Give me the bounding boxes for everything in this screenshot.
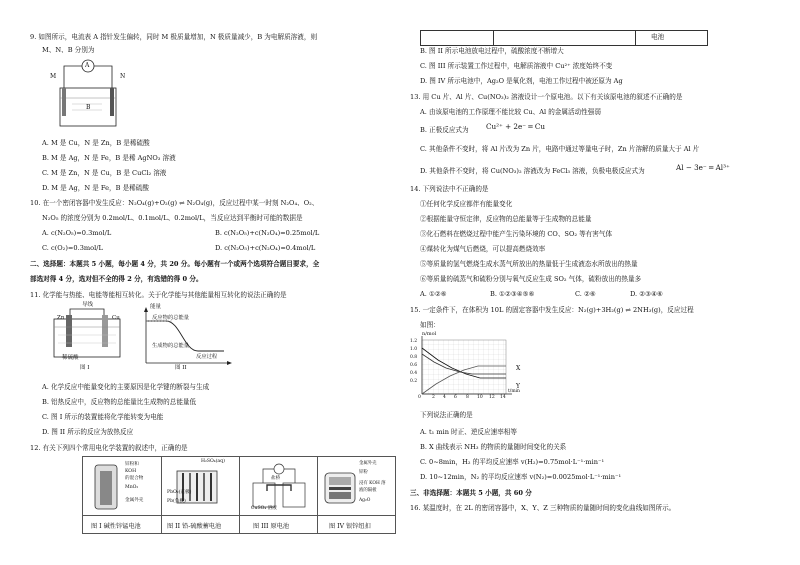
q14-option-a: A. ①②⑥ xyxy=(420,290,447,298)
q11-galvanic-cell-figure xyxy=(48,303,128,361)
q12-col-divider-3 xyxy=(317,457,318,533)
q12-f1-text-2: KOH xyxy=(125,469,137,474)
q12-option-c: C. 图 III 所示装置工作过程中，电解质溶液中 Cu²⁺ 浓度始终不变 xyxy=(420,62,613,70)
q12-f2-text-3: Pb(负极) xyxy=(167,499,186,504)
q15-stem-line2: 如图： xyxy=(420,321,440,329)
q12-f4-text-2: 锌粉 xyxy=(359,470,368,475)
q15-series-y-label: Y xyxy=(516,383,520,390)
q15-xtick-5: 10 xyxy=(477,395,483,400)
q11-zn-label: Zn xyxy=(57,315,65,321)
q15-series-x-label: X xyxy=(516,365,521,372)
q13-stem: 13. 用 Cu 片、Al 片、Cu(NO₃)₂ 溶液设计一个原电池。以下有关该原电池的叙述不正确的是 xyxy=(410,93,683,101)
q15-stem-line3: 下列说法正确的是 xyxy=(420,411,473,419)
q13-option-d: D. 其他条件不变时，将 Cu(NO₃)₂ 溶液改为 FeCl₃ 溶液，负极电极反应式为 xyxy=(420,167,645,175)
q12-option-d: D. 图 IV 所示电池中，Ag₂O 是氧化剂，电池工作过程中被还原为 Ag xyxy=(420,77,623,85)
q13-option-c: C. 其他条件不变时，将 Al 片改为 Zn 片，电路中通过等量电子时，Zn 片溶解的质量大于 Al 片 xyxy=(420,145,700,153)
q9-n-label: N xyxy=(120,73,126,80)
q14-item-1: ①任何化学反应都伴有能量变化 xyxy=(420,200,513,208)
q11-fig2-caption: 图 II xyxy=(175,365,187,371)
q11-energy-axis-label: 能量 xyxy=(150,304,162,310)
q12-f1-text-5: 金属外壳 xyxy=(125,498,144,503)
q15-option-d: D. 10~12min，N₂ 的平均反应速率 v(N₂)=0.0025mol·L⁻¹·min⁻¹ xyxy=(420,473,622,481)
q9-option-c: C. M 是 Zn，N 是 Cu，B 是 CuCl₂ 溶液 xyxy=(42,169,167,177)
q15-option-b: B. X 曲线表示 NH₃ 的物质的量随时间变化的关系 xyxy=(420,443,567,451)
header-divider-2 xyxy=(635,31,636,45)
q11-option-b: B. 铝热反应中，反应物的总能量比生成物的总能量低 xyxy=(42,398,197,406)
q15-ytick-1: 1.2 xyxy=(410,339,418,344)
q14-item-2: ②根据能量守恒定律，反应物的总能量等于生成物的总能量 xyxy=(420,215,592,223)
q14-item-5: ⑤等质量的氢气燃烧生成水蒸气所放出的热量低于生成液态水所放出的热量 xyxy=(420,260,638,268)
q12-f1-text-3: 的混合物 xyxy=(125,476,144,481)
q11-reactant-energy-label: 反应物的总能量 xyxy=(152,315,190,321)
q11-option-d: D. 图 II 所示的反应为放热反应 xyxy=(42,428,134,436)
q15-ytick-4: 0.6 xyxy=(410,363,418,368)
q12-f1-text-4: MnO₂ xyxy=(125,485,139,490)
q16-stem: 16. 某温度时，在 2L 的密闭容器中，X、Y、Z 三种物质的量随时间的变化曲线如图所示。 xyxy=(410,504,676,512)
q9-ammeter-label: A xyxy=(85,62,90,69)
q12-f2-text-2: PbO₂(正极) xyxy=(167,490,192,495)
q11-stem: 11. 化学能与热能、电能等能相互转化。关于化学能与其他能量相互转化的说法正确的是 xyxy=(30,291,287,299)
q10-option-b: B. c(N₂O₅)+c(N₂O₄)=0.25mol/L xyxy=(215,229,320,237)
q15-x-axis-label: t/min xyxy=(508,389,520,394)
q12-galvanic-cell-figure xyxy=(247,463,311,511)
q11-cu-label: Cu xyxy=(112,315,120,321)
q11-fig1-caption: 图 I xyxy=(80,365,90,371)
q14-item-4: ④煤转化为煤气后燃烧，可以提高燃烧效率 xyxy=(420,245,546,253)
q15-origin: 0 xyxy=(418,395,421,400)
q15-option-a: A. t₁ min 时正、逆反应速率相等 xyxy=(420,428,517,436)
q12-f3-text-2: CuSO₄ 溶液 xyxy=(251,506,277,511)
q14-item-3: ③化石燃料在燃烧过程中能产生污染环境的 CO、SO₂ 等有害气体 xyxy=(420,230,613,238)
q15-stem-line1: 15. 一定条件下，在体积为 10L 的固定容器中发生反应：N₂(g)+3H₂(g) ⇌ 2NH₃(g)，反应过程 xyxy=(410,306,694,314)
q15-y-axis-label: n/mol xyxy=(422,331,437,337)
q12-figure-table xyxy=(82,456,396,534)
q15-xtick-7: 14 xyxy=(500,395,506,400)
q15-ytick-5: 0.4 xyxy=(410,371,418,376)
q11-option-c: C. 图 I 所示的装置能将化学能转变为电能 xyxy=(42,413,164,421)
q9-m-label: M xyxy=(50,73,57,80)
section2-line2: 部选对得 4 分，选对但不全的得 2 分，有选错的得 0 分。 xyxy=(30,275,203,283)
q12-button-cell-figure xyxy=(323,467,357,507)
q10-stem-line1: 10. 在一个密闭容器中发生反应：N₂O₄(g)+O₂(g) ⇌ N₂O₄(g)，反应过程中某一时刻 N₂O₄、O₂、 xyxy=(30,199,319,207)
q11-process-axis-label: 反应过程 xyxy=(196,354,218,360)
q12-f4-text-3: 浸有 KOH 溶 xyxy=(359,481,386,486)
q11-option-a: A. 化学反应中能量变化的主要原因是化学键的断裂与生成 xyxy=(42,383,210,391)
q12-option-b: B. 图 II 所示电池放电过程中，硫酸浓度不断增大 xyxy=(420,47,564,55)
q12-caption-1: 图 I 碱性锌锰电池 xyxy=(91,523,141,530)
q15-xtick-1: 2 xyxy=(432,395,435,400)
q12-f3-text-1: 盐桥 xyxy=(271,476,281,481)
header-table xyxy=(420,30,708,46)
q12-caption-3: 图 III 原电池 xyxy=(253,523,290,530)
q12-caption-4: 图 IV 银锌纽扣 xyxy=(329,523,371,530)
q14-option-b: B. ①②③④⑤⑥ xyxy=(490,290,535,298)
q12-col-divider-1 xyxy=(161,457,162,533)
q15-xtick-6: 12 xyxy=(489,395,495,400)
q9-stem-line1: 9. 如图所示，电流表 A 指针发生偏转，同时 M 极质量增加，N 极质量减少，B 为电解质溶液，则 xyxy=(30,33,318,41)
header-divider-1 xyxy=(493,31,494,45)
q12-f1-text-1: 锌粉和 xyxy=(125,462,139,467)
q9-option-d: D. M 是 Ag，N 是 Fe，B 是稀硫酸 xyxy=(42,184,149,192)
q11-product-energy-label: 生成物的总能量 xyxy=(152,343,190,349)
q15-xtick-4: 8 xyxy=(466,395,469,400)
q11-wire-label: 导线 xyxy=(82,302,94,308)
q15-option-c: C. 0~8min，H₂ 的平均反应速率 v(H₂)=0.75mol·L⁻¹·min⁻¹ xyxy=(420,458,605,466)
q12-alkaline-battery-figure xyxy=(93,463,119,511)
q15-ytick-3: 0.8 xyxy=(410,355,418,360)
q9-option-b: B. M 是 Ag，N 是 Fe，B 是稀 AgNO₃ 溶液 xyxy=(42,154,176,162)
q12-stem: 12. 有关下列四个常用电化学装置的叙述中，正确的是 xyxy=(30,444,188,452)
q13-option-d-equation: Al − 3e⁻ ═ Al³⁺ xyxy=(676,163,730,172)
q14-option-d: D. ②③④⑥ xyxy=(630,290,663,298)
q10-option-a: A. c(N₂O₅)=0.3mol/L xyxy=(42,229,112,237)
q14-item-6: ⑥等质量的硫蒸气和硫粉分别与氧气反应生成 SO₂ 气体，硫粉放出的热量多 xyxy=(420,275,642,283)
q13-option-b-equation: Cu²⁺ + 2e⁻ ═ Cu xyxy=(486,122,546,131)
q14-option-c: C. ②⑥ xyxy=(575,290,596,298)
section2-title: 二、选择题：本题共 5 小题，每小题 4 分，共 20 分。每小题有一个或两个选项符合题目要求，全 xyxy=(30,260,320,268)
q12-f4-text-5: Ag₂O xyxy=(359,498,371,503)
q11-acid-label: 稀硫酸 xyxy=(62,355,79,361)
q10-option-c: C. c(O₂)=0.3mol/L xyxy=(42,244,103,252)
q12-caption-2: 图 II 铅-硫酸蓄电池 xyxy=(167,523,222,530)
q10-option-d: D. c(N₂O₅)+c(N₂O₄)=0.4mol/L xyxy=(215,244,316,252)
q12-f4-text-1: 金属外壳 xyxy=(359,461,377,466)
q12-f4-text-4: 液的隔板 xyxy=(359,488,377,493)
q15-xtick-2: 4 xyxy=(443,395,446,400)
q12-f2-text-1: H₂SO₄(aq) xyxy=(201,459,225,464)
q10-stem-line2: N₂O₅ 的浓度分别为 0.2mol/L、0.1mol/L、0.2mol/L，当反应达到平衡时可能的数据是 xyxy=(42,214,303,222)
q15-ytick-2: 1.0 xyxy=(410,347,418,352)
q12-col-divider-2 xyxy=(239,457,240,533)
q15-ytick-6: 0.2 xyxy=(410,379,418,384)
q14-stem: 14. 下列说法中不正确的是 xyxy=(410,185,489,193)
q15-xtick-3: 6 xyxy=(454,395,457,400)
q15-chart xyxy=(408,331,520,404)
q9-stem-line2: M、N、B 分别为 xyxy=(42,46,95,54)
q13-option-a: A. 由该原电池的工作原理不能比较 Cu、Al 的金属活动性强弱 xyxy=(420,108,601,116)
q9-option-a: A. M 是 Cu，N 是 Zn，B 是稀硫酸 xyxy=(42,139,150,147)
q9-b-label: B xyxy=(86,104,91,111)
q13-option-b: B. 正极反应式为 xyxy=(420,126,469,134)
header-cell-label: 电池 xyxy=(651,33,665,41)
section3-title: 三、非选择题：本题共 5 小题，共 60 分 xyxy=(410,489,532,497)
